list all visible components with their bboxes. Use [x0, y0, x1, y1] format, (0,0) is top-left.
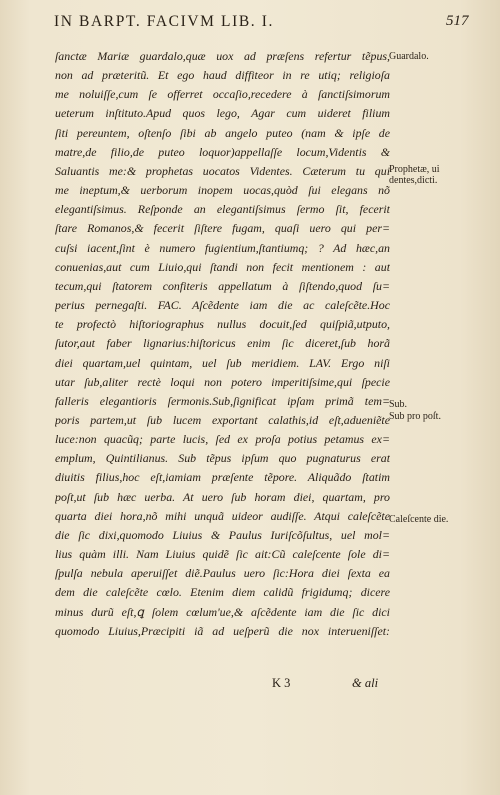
text-line: matre,de filio,de puteo loquor)appellaſſe locum,Videntis &: [55, 144, 390, 159]
text-line: minus durũ eſt,ꝗ ſolem cœlum'ue,& aſcẽdente iam die ſic dici: [55, 604, 390, 619]
margin-note-calescente: Caleſcente die.: [389, 514, 449, 525]
margin-note-sub: Sub.: [389, 399, 408, 410]
margin-note-guardalo: Guardalo.: [389, 51, 429, 62]
text-line: me noluiſſe,cum ſe offerret occaſio,recedere à ſanctiſsimorum: [55, 87, 390, 102]
margin-note-sub-pro-post: Sub pro poſt.: [389, 411, 441, 422]
text-line: lius quàm illi. Nam Liuius quidẽ ſic ait:Cũ caleſcente ſole di=: [55, 547, 390, 562]
text-line: ueterum inſtituto.Apud quos lego, Agar cum uideret filium: [55, 106, 390, 121]
text-line: Saluantis me:& prophetas uocatos Videntes. Cæterum tu qui: [55, 163, 390, 178]
text-line: diuitis filius,hoc eſt,iamiam præſente tẽpore. Aliquãdo ſtatim: [55, 470, 390, 485]
text-line: quomodo Liuius,Præcipiti iã ad ueſperũ die nox interueniſſet:: [55, 623, 390, 638]
text-line: elegantiſsimus. Reſponde an elegantiſsimus ſermo ſit, fecerit: [55, 202, 390, 217]
text-line: non ad præteritũ. Et ego haud diffiteor in re utiq; religioſa: [55, 68, 390, 83]
main-text-block: [55, 47, 390, 641]
text-line: emplum, Quintilianus. Sub tẽpus ipſum quo pugnaturus erat: [55, 451, 390, 466]
text-line: luce:non quacũq; parte lucis, ſed ex proſa potius petamus ex=: [55, 432, 390, 447]
text-line: quarta diei hora,nõ mihi unquã uideor audiſſe. Atqui caleſcẽte: [55, 508, 390, 523]
text-line: ſutor,aut faber lignarius:hiſtoricus enim ſic diceret,ſub horã: [55, 336, 390, 351]
text-line: poſt,ut ſub hæc uerba. At uero ſub horam diei, quartam, pro: [55, 489, 390, 504]
text-line: falleris elegantioris ſermonis.Sub,ſignificat ipſam primã tem=: [55, 393, 390, 408]
footer-line: [272, 676, 390, 691]
text-line: tecum,qui ſtatorem confiteris appellatum à ſiſtendo,quod ſu=: [55, 278, 390, 293]
text-line: poris partem,ut ſub lucem exportant calathis,id eſt,adueniẽte: [55, 412, 390, 427]
text-line: ſiti pereuntem, oſtenſo ſibi ab angelo puteo (nam & ipſe de: [55, 125, 390, 140]
text-line: me ineptum,& uerborum inopem uocas,quòd ſui elegans nõ: [55, 183, 390, 198]
catchword: & ali: [352, 676, 379, 690]
signature-mark: K 3: [272, 676, 291, 690]
margin-note-prophetae: Prophetæ, ui dentes,dicti.: [389, 164, 440, 186]
page-number: 517: [446, 13, 469, 29]
text-line: te profectò hiſtoriographus nullus docuit,ſed quiſpiã,utputo,: [55, 317, 390, 332]
running-head: IN BARPT. FACIVM LIB. I.: [54, 13, 274, 30]
text-line: die ſic dixi,quomodo Liuius & Paulus Iuriſcõſultus, uel mol=: [55, 527, 390, 542]
text-line: perius pernegaſti. FAC. Aſcẽdente iam die ac caleſcẽte.Hoc: [55, 298, 390, 313]
text-line: cuſsi iacent,ſint è numero fugientium,ſtantiumq; ? Ad hæc,an: [55, 240, 390, 255]
text-line: utar ſub,aliter rectè loqui non potero imperitiſsime,qui ſpecie: [55, 374, 390, 389]
text-line: ſpulſa nebula aperuiſſet diẽ.Paulus uero ſic:Hora diei ſexta ea: [55, 566, 390, 581]
text-line: conuenias,aut cum Liuio,qui ſtandi non fecit mentionem : aut: [55, 259, 390, 274]
text-line: ſanctæ Mariæ guardalo,quæ uox ad præſens refertur tẽpus,: [55, 49, 390, 63]
text-line: dem die caleſcẽte cœlo. Etenim diem calidũ frigidumq; dicere: [55, 585, 390, 600]
text-line: ſtare Romanos,& fecerit ſiſtere fugam, quaſi uero qui per=: [55, 221, 390, 236]
text-line: diei quartam,uel quintam, uel ſub meridiem. LAV. Ergo niſi: [55, 355, 390, 370]
